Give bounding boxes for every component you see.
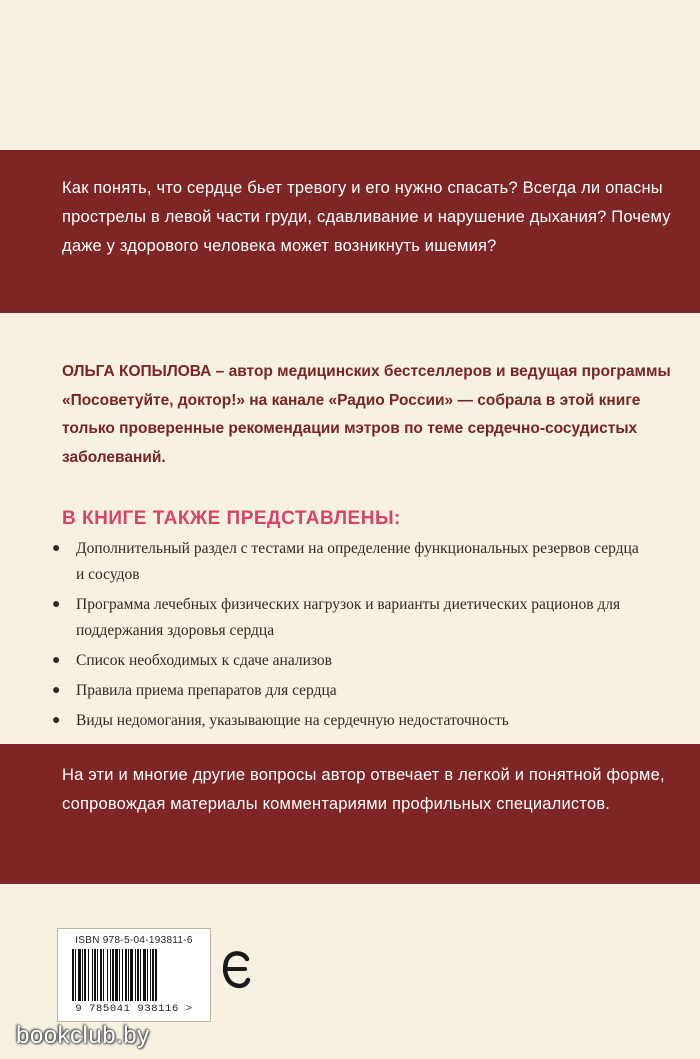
list-item — [48, 678, 648, 704]
barcode-bars — [70, 949, 198, 1001]
bullet-icon: ● — [52, 683, 61, 698]
eksmo-logo-icon — [221, 945, 251, 997]
features-heading: В КНИГЕ ТАКЖЕ ПРЕДСТАВЛЕНЫ: — [62, 508, 401, 529]
list-item-text: Правила приема препаратов для сердца — [76, 682, 337, 699]
bullet-icon: ● — [52, 541, 61, 556]
list-item-text: Список необходимых к сдаче анализов — [76, 652, 332, 669]
bullet-icon: ● — [52, 653, 61, 668]
watermark: bookclub.by — [16, 1022, 150, 1049]
top-band-text: Как понять, что сердце бьет тревогу и его нужно спасать? Всегда ли опасны прострелы в левой части груди, сдавливание и нарушение дыхания? Почему даже у здорового человека может возникнуть ишемия? — [62, 179, 671, 255]
isbn-label: ISBN 978-5-04-193811-6 — [75, 935, 193, 946]
bullet-icon: ● — [52, 597, 61, 612]
barcode-digits: 9 785041 938116 > — [75, 1003, 193, 1015]
list-item — [48, 648, 648, 674]
bottom-band — [0, 744, 700, 884]
list-item-text: Программа лечебных физических нагрузок и варианты диетических рационов для поддержания здоровья сердца — [76, 596, 621, 639]
list-item-text: Дополнительный раздел с тестами на определение функциональных резервов сердца и сосудов — [76, 540, 639, 583]
author-description: ОЛЬГА КОПЫЛОВА – автор медицинских бестселлеров и ведущая программы «Посоветуйте, доктор!» на канале «Радио России» — собрала в этой книге только проверенные рекомендации мэтров по теме сердечно-сосудистых заболеваний. — [62, 363, 671, 466]
top-band — [0, 150, 700, 313]
bottom-band-text: На эти и многие другие вопросы автор отвечает в легкой и понятной форме, сопровождая материалы комментариями профильных специалистов. — [62, 766, 665, 813]
features-list — [48, 536, 648, 738]
barcode — [57, 928, 211, 1022]
list-item — [48, 592, 648, 644]
list-item-text: Виды недомогания, указывающие на сердечную недостаточность — [76, 712, 509, 729]
bullet-icon: ● — [52, 713, 61, 728]
list-item — [48, 708, 648, 734]
list-item — [48, 536, 648, 588]
